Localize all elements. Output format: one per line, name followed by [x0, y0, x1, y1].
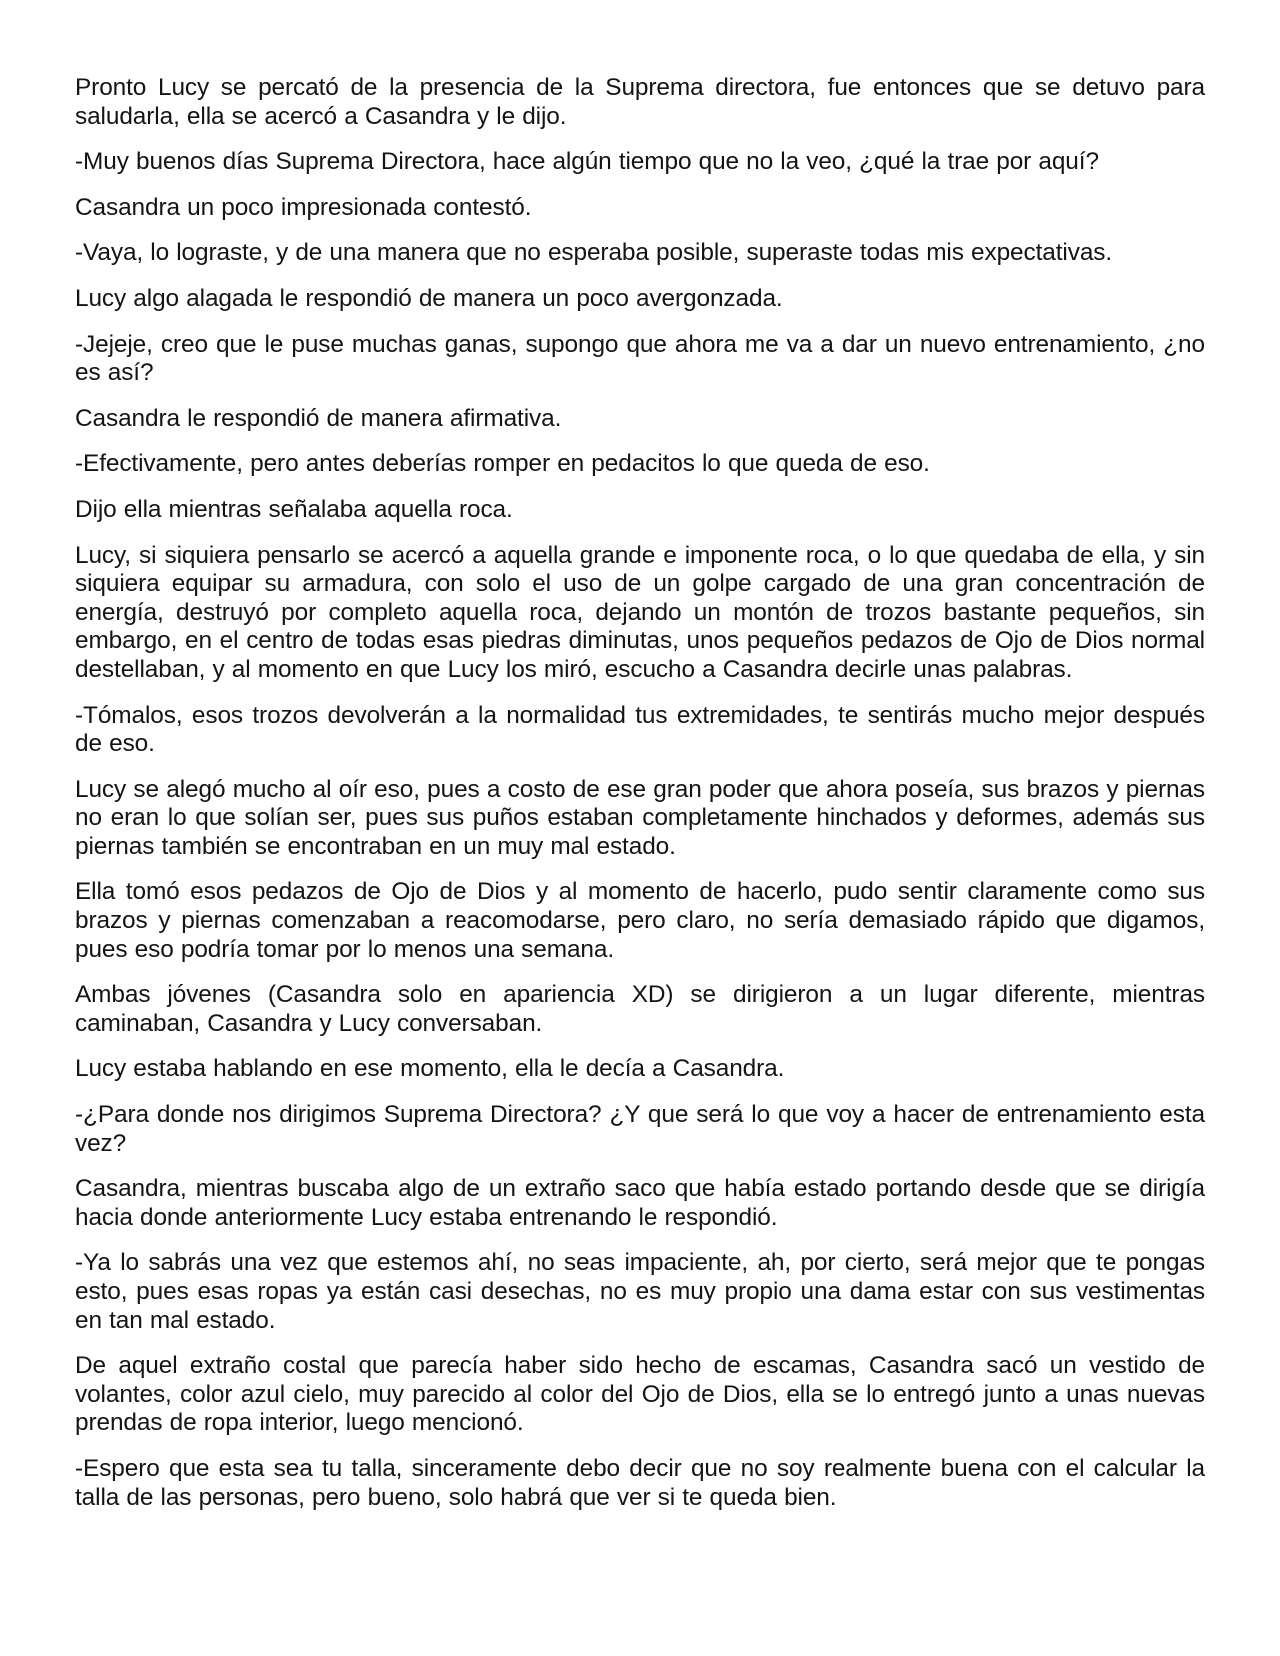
paragraph: Lucy estaba hablando en ese momento, ella le decía a Casandra.	[75, 1055, 785, 1083]
paragraph: Lucy, si siquiera pensarlo se acercó a aquella grande e imponente roca, o lo que quedaba de ella, y sin siquiera equipar su armadura, con solo el uso de un golpe cargado de una gran concentración de energía, destruyó por completo aquella roca, dejando un montón de trozos bastante pequeños, sin embargo, en el centro de todas esas piedras diminutas, unos pequeños pedazos de Ojo de Dios normal destellaban, y al momento en que Lucy los miró, escucho a Casandra decirle unas palabras.	[75, 541, 1205, 683]
paragraph: Ambas jóvenes (Casandra solo en apariencia XD) se dirigieron a un lugar diferente, mientras caminaban, Casandra y Lucy conversaban.	[75, 981, 1205, 1037]
paragraph: -Ya lo sabrás una vez que estemos ahí, no seas impaciente, ah, por cierto, será mejor que te pongas esto, pues esas ropas ya están casi desechas, no es muy propio una dama estar con sus vestimentas en tan mal estado.	[75, 1249, 1205, 1334]
paragraph: Casandra le respondió de manera afirmativa.	[75, 404, 562, 432]
paragraph: -Muy buenos días Suprema Directora, hace algún tiempo que no la veo, ¿qué la trae por aquí?	[75, 148, 1099, 176]
paragraph: Lucy algo alagada le respondió de manera un poco avergonzada.	[75, 284, 783, 312]
paragraph: -¿Para donde nos dirigimos Suprema Directora? ¿Y que será lo que voy a hacer de entrenamiento esta vez?	[75, 1101, 1205, 1157]
paragraph: De aquel extraño costal que parecía haber sido hecho de escamas, Casandra sacó un vestido de volantes, color azul cielo, muy parecido al color del Ojo de Dios, ella se lo entregó junto a unas nuevas prendas de ropa interior, luego mencionó.	[75, 1352, 1205, 1437]
paragraph: Pronto Lucy se percató de la presencia de la Suprema directora, fue entonces que se detuvo para saludarla, ella se acercó a Casandra y le dijo.	[75, 74, 1205, 130]
paragraph: -Jejeje, creo que le puse muchas ganas, supongo que ahora me va a dar un nuevo entrenamiento, ¿no es así?	[75, 330, 1205, 387]
paragraph: -Efectivamente, pero antes deberías romper en pedacitos lo que queda de eso.	[75, 450, 930, 478]
paragraph: Dijo ella mientras señalaba aquella roca.	[75, 495, 513, 523]
paragraph: Casandra un poco impresionada contestó.	[75, 193, 532, 221]
paragraph: Lucy se alegó mucho al oír eso, pues a costo de ese gran poder que ahora poseía, sus brazos y piernas no eran lo que solían ser, pues sus puños estaban completamente hinchados y deformes, además sus piernas también se encontraban en un muy mal estado.	[75, 775, 1205, 860]
paragraph: -Espero que esta sea tu talla, sinceramente debo decir que no soy realmente buena con el calcular la talla de las personas, pero bueno, solo habrá que ver si te queda bien.	[75, 1454, 1205, 1511]
paragraph: -Vaya, lo lograste, y de una manera que no esperaba posible, superaste todas mis expectativas.	[75, 239, 1113, 267]
paragraph: Ella tomó esos pedazos de Ojo de Dios y al momento de hacerlo, pudo sentir claramente como sus brazos y piernas comenzaban a reacomodarse, pero claro, no sería demasiado rápido que digamos, pues eso podría tomar por lo menos una semana.	[75, 878, 1205, 963]
document-page	[75, 74, 1205, 1529]
paragraph: Casandra, mientras buscaba algo de un extraño saco que había estado portando desde que se dirigía hacia donde anteriormente Lucy estaba entrenando le respondió.	[75, 1175, 1205, 1231]
paragraph: -Tómalos, esos trozos devolverán a la normalidad tus extremidades, te sentirás mucho mejor después de eso.	[75, 701, 1205, 758]
